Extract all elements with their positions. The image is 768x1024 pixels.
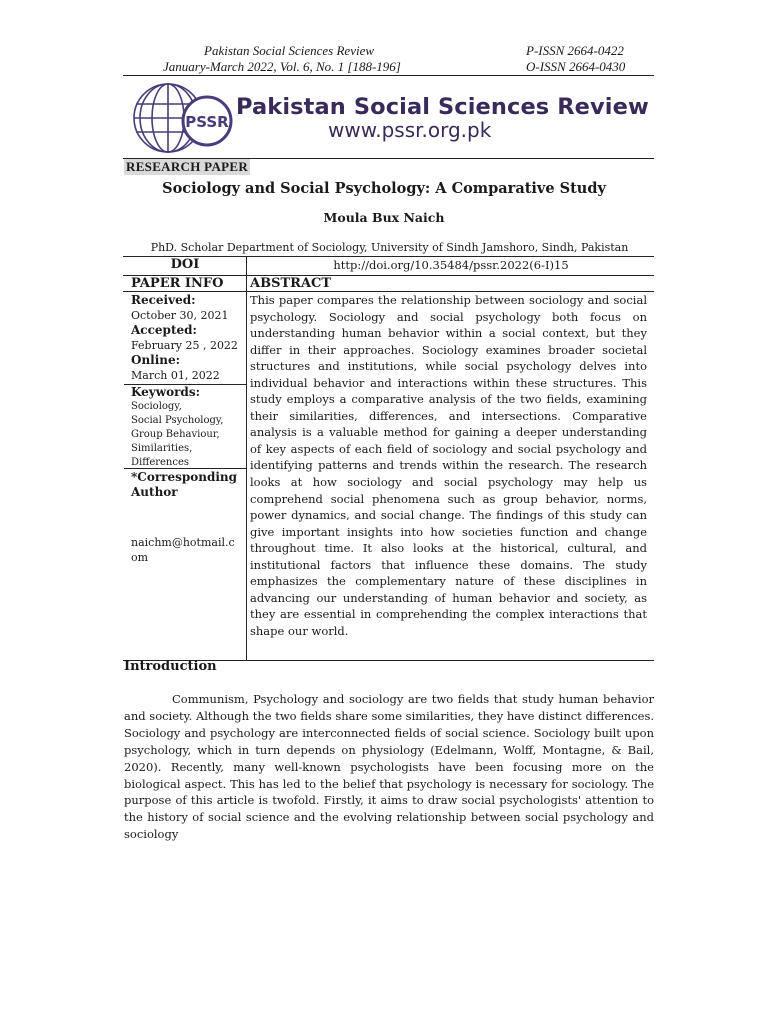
received-date: October 30, 2021 [131, 309, 229, 322]
table-divider [246, 275, 247, 660]
paper-info-heading: PAPER INFO [131, 276, 224, 291]
globe-logo-icon [123, 80, 235, 156]
abstract-heading: ABSTRACT [250, 276, 332, 291]
accepted-label: Accepted: [131, 323, 197, 337]
journal-url: www.pssr.org.pk [328, 118, 492, 142]
corresponding-label: *Corresponding [131, 470, 238, 484]
journal-title: Pakistan Social Sciences Review [236, 94, 649, 120]
accepted-date: February 25 , 2022 [131, 339, 238, 352]
header-rule [123, 75, 654, 76]
keywords-rule [124, 468, 246, 469]
received-label: Received: [131, 293, 196, 307]
keywords-block [131, 385, 243, 470]
header-p-issn: P-ISSN 2664-0422 [526, 43, 624, 58]
keyword-item: Social Psychology, [131, 415, 224, 426]
logo-badge-text: PSSR [185, 113, 229, 131]
doi-link[interactable]: http://doi.org/10.35484/pssr.2022(6-I)15 [333, 258, 569, 272]
introduction-heading: Introduction [124, 659, 217, 674]
header-journal-name: Pakistan Social Sciences Review [204, 43, 375, 58]
dates-block [131, 293, 243, 383]
keywords-label: Keywords: [131, 385, 201, 399]
keyword-item: Group Behaviour, [131, 429, 220, 440]
keyword-item: Similarities, [131, 443, 193, 454]
keyword-item: Sociology, [131, 401, 182, 412]
corresponding-block [131, 470, 243, 500]
paper-title: Sociology and Social Psychology: A Comparative Study [162, 180, 606, 197]
research-paper-label: RESEARCH PAPER [126, 159, 249, 174]
email-block[interactable] [131, 535, 243, 565]
paper-author: Moula Bux Naich [323, 210, 445, 225]
online-label: Online: [131, 353, 181, 367]
author-email-continued[interactable]: om [131, 551, 149, 564]
doi-divider [246, 256, 247, 275]
corresponding-author-label: Author [131, 485, 178, 499]
online-date: March 01, 2022 [131, 369, 220, 382]
abstract-text: This paper compares the relationship between sociology and social psychology. Sociology and social psychology both focus on understanding human behavior within a social context, but they differ in their approaches. Sociology examines broader societal structures and institutions, while social psychology delves into individual behavior and interactions within these structures. This study employs a comparative analysis of the two fields, examining their similarities, differences, and intersections. Comparative analysis is a valuable method for gaining a deeper understanding of key aspects of each field of sociology and social psychology and identifying patterns and trends within the research. The research looks at how sociology and social psychology may help us comprehend social phenomena such as group behavior, norms, power dynamics, and social change. The findings of this study can give important insights into how societies function and change throughout time. It also looks at the historical, cultural, and institutional factors that influence these domains. The study emphasizes the complementary nature of these disciplines in advancing our understanding of human behavior and society, as they are essential in comprehending the complex interactions that shape our world. [250, 293, 647, 638]
header-o-issn: O-ISSN 2664-0430 [526, 59, 626, 74]
keyword-item: Differences [131, 457, 190, 468]
header-issue: January-March 2022, Vol. 6, No. 1 [188-196] [163, 59, 401, 74]
author-affiliation: PhD. Scholar Department of Sociology, University of Sindh Jamshoro, Sindh, Pakistan [150, 241, 629, 254]
author-email[interactable]: naichm@hotmail.c [131, 536, 235, 549]
journal-logo [123, 80, 235, 160]
introduction-paragraph: Communism, Psychology and sociology are two fields that study human behavior and society. Although the two fields share some similarities, they have distinct differences. Sociology and psychology are interconnected fields of social science. Sociology built upon psychology, which in turn depends on physiology (Edelmann, Wolff, Montagne, & Bail, 2020). Recently, many well-known psychologists have been focusing more on the biological aspect. This has led to the belief that psychology is necessary for sociology. The purpose of this article is twofold. Firstly, it aims to draw social psychologists' attention to the history of social science and the evolving relationship between social psychology and sociology [124, 692, 654, 842]
doi-label: DOI [170, 257, 200, 272]
